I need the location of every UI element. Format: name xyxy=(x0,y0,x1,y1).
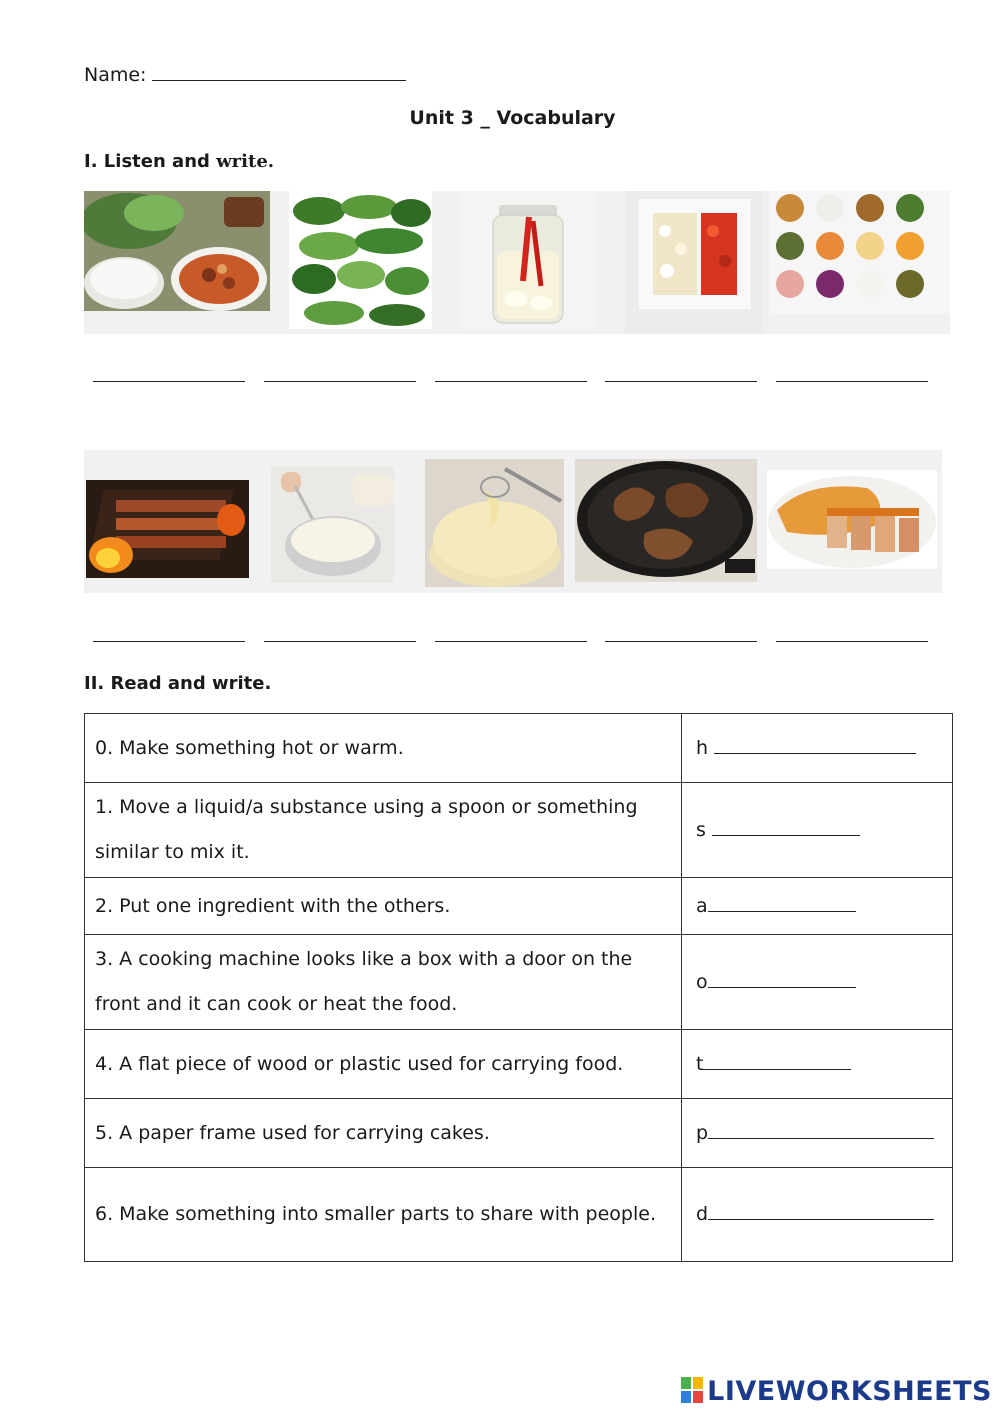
name-label: Name: xyxy=(84,64,147,86)
photo-roast-pork xyxy=(767,470,937,569)
answer-line-1[interactable] xyxy=(93,381,245,382)
page-title: Unit 3 _ Vocabulary xyxy=(409,107,616,129)
answer-blank[interactable] xyxy=(703,1051,851,1070)
photo-chopped-vegetables xyxy=(625,191,763,334)
answer-blank[interactable] xyxy=(708,1201,934,1220)
brand-text: LIVEWORKSHEETS xyxy=(707,1376,992,1407)
photo-row-2 xyxy=(84,450,942,593)
photo-row-1 xyxy=(84,191,950,334)
photo-pickle-jar xyxy=(461,191,595,329)
liveworksheets-icon xyxy=(681,1377,703,1403)
question-cell: 6. Make something into smaller parts to share with people. xyxy=(85,1168,682,1262)
answer-initial: p xyxy=(696,1121,709,1144)
answer-cell[interactable] xyxy=(682,1099,953,1168)
answer-blank[interactable] xyxy=(714,735,916,754)
question-cell: 5. A paper frame used for carrying cakes. xyxy=(85,1099,682,1168)
section-2-heading: II. Read and write. xyxy=(84,673,272,694)
question-cell: 1. Move a liquid/a substance using a spoon or something similar to mix it. xyxy=(85,783,682,878)
answer-line-9[interactable] xyxy=(605,641,757,642)
answer-line-10[interactable] xyxy=(776,641,928,642)
table-row xyxy=(85,935,953,1030)
answer-blank[interactable] xyxy=(708,1120,934,1139)
photo-herbs xyxy=(289,191,432,329)
answer-initial: t xyxy=(696,1052,704,1075)
answer-blank[interactable] xyxy=(708,893,856,912)
name-blank[interactable] xyxy=(152,62,406,81)
answer-initial: h xyxy=(696,736,709,759)
answer-blank[interactable] xyxy=(712,817,860,836)
answer-initial: s xyxy=(696,818,706,841)
photo-batter xyxy=(425,459,564,587)
answer-cell[interactable] xyxy=(682,878,953,935)
photo-whisking-bowl xyxy=(271,466,394,583)
answer-line-6[interactable] xyxy=(93,641,245,642)
photo-meal-set xyxy=(84,191,270,311)
answer-line-7[interactable] xyxy=(264,641,416,642)
answer-line-5[interactable] xyxy=(776,381,928,382)
answer-initial: d xyxy=(696,1203,709,1225)
photo-pan-steaks xyxy=(575,459,757,582)
answer-cell[interactable] xyxy=(682,783,953,878)
photo-sauces-grid xyxy=(770,191,950,314)
question-cell: 2. Put one ingredient with the others. xyxy=(85,878,682,935)
table-row xyxy=(85,878,953,935)
answer-line-8[interactable] xyxy=(435,641,587,642)
question-cell: 4. A flat piece of wood or plastic used for carrying food. xyxy=(85,1030,682,1099)
vocabulary-table xyxy=(84,713,953,1262)
answer-cell[interactable] xyxy=(682,1168,953,1262)
answer-line-2[interactable] xyxy=(264,381,416,382)
section-1-label-write: write. xyxy=(216,151,275,172)
answer-line-3[interactable] xyxy=(435,381,587,382)
answer-cell[interactable] xyxy=(682,935,953,1030)
name-field xyxy=(84,62,406,86)
section-1-heading xyxy=(84,151,274,172)
table-row xyxy=(85,714,953,783)
photo-grill xyxy=(86,480,249,578)
answer-cell[interactable] xyxy=(682,1030,953,1099)
answer-line-4[interactable] xyxy=(605,381,757,382)
liveworksheets-logo xyxy=(681,1376,992,1407)
question-cell: 3. A cooking machine looks like a box with a door on the front and it can cook or heat the food. xyxy=(85,935,682,1030)
answer-initial: a xyxy=(696,894,708,917)
section-1-label: I. Listen and xyxy=(84,151,210,172)
answer-initial: o xyxy=(696,970,708,993)
table-row xyxy=(85,1168,953,1262)
table-row xyxy=(85,783,953,878)
table-row xyxy=(85,1030,953,1099)
answer-blank[interactable] xyxy=(708,969,856,988)
question-cell: 0. Make something hot or warm. xyxy=(85,714,682,783)
answer-cell[interactable] xyxy=(682,714,953,783)
table-row xyxy=(85,1099,953,1168)
